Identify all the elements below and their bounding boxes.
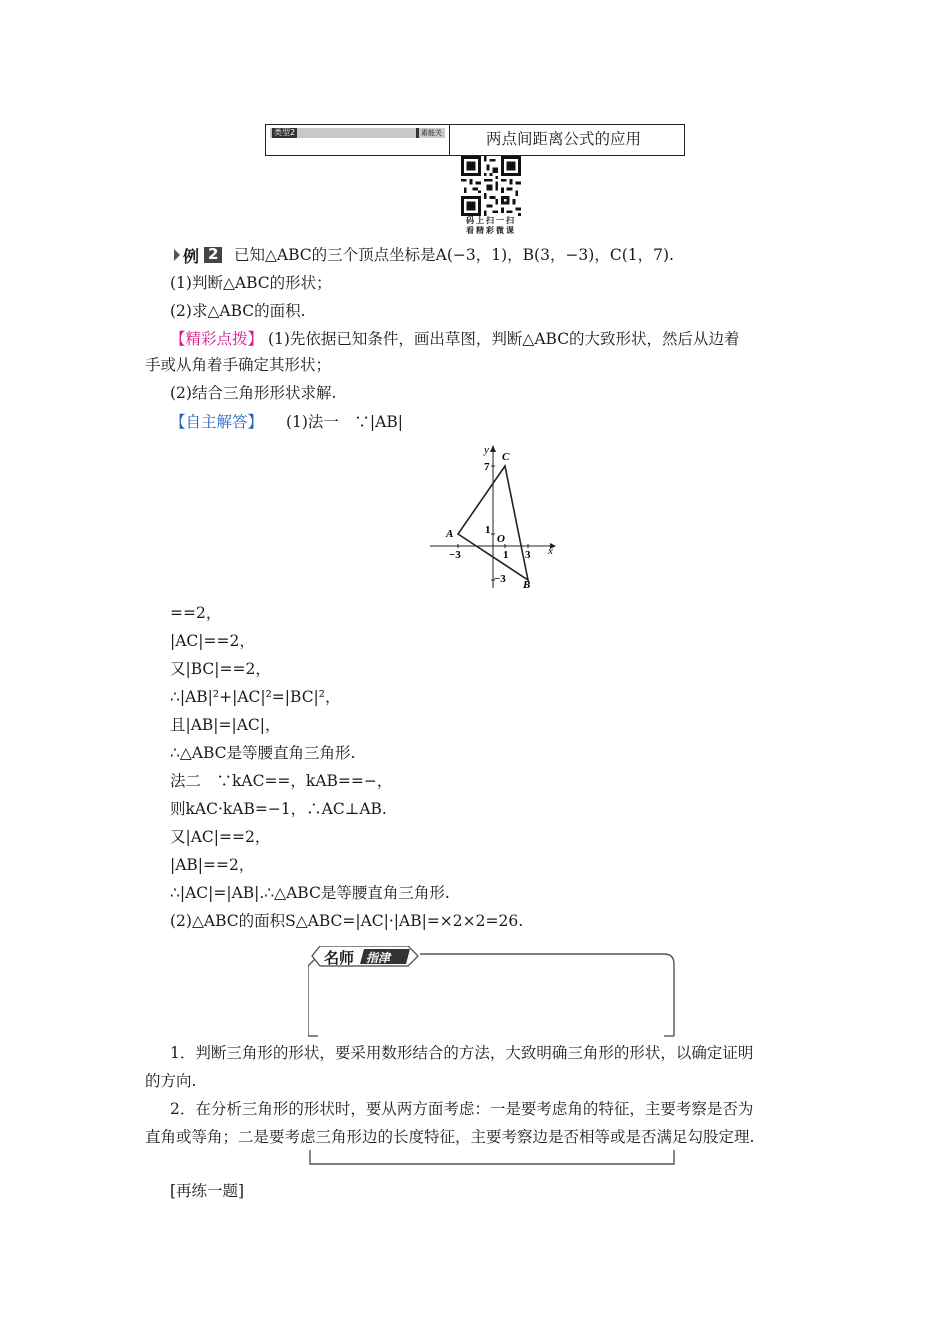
- solution-line-2: |AC|==2，: [170, 632, 255, 650]
- solution-line-4: ∴|AB|²+|AC|²=|BC|²，: [170, 688, 341, 706]
- label-origin: O: [497, 533, 505, 545]
- tip-2-line-2: 直角或等角；二是要考虑三角形边的长度特征，主要考察边是否相等或是否满足勾股定理.: [145, 1128, 755, 1146]
- tip-1-line-1: 1．判断三角形的形状，要采用数形结合的方法，大致明确三角形的形状，以确定证明: [170, 1044, 754, 1062]
- hint-line-3: (2)结合三角形形状求解.: [170, 384, 337, 402]
- tips-frame-bottom: [308, 1150, 676, 1168]
- qr-caption-line1: 码上扫一扫: [466, 216, 516, 225]
- qr-caption-line2: 看精彩微课: [466, 226, 516, 235]
- label-x-3: 3: [525, 549, 531, 561]
- triangle-figure: [422, 440, 562, 590]
- solution-line-1: ==2，: [170, 604, 222, 622]
- solution-line-11: ∴|AC|=|AB|.∴△ABC是等腰直角三角形.: [170, 884, 450, 902]
- label-point-c: C: [502, 451, 510, 463]
- label-y-1: 1: [485, 524, 491, 536]
- tips-title-a: 名师: [324, 949, 355, 967]
- tips-frame: [308, 946, 676, 1038]
- solution-line-9: 又|AC|==2，: [170, 828, 271, 846]
- y-axis-arrow: [490, 445, 496, 452]
- solution-line-7: 法二 ∵kAC==，kAB==−，: [170, 772, 393, 790]
- solution-method-1-start: (1)法一 ∵|AB|: [285, 413, 403, 431]
- solution-line-8: 则kAC·kAB=−1，∴AC⊥AB.: [170, 800, 387, 818]
- section-title: 两点间距离公式的应用: [486, 130, 642, 148]
- label-x-1: 1: [503, 549, 509, 561]
- solution-label: 【自主解答】: [170, 413, 264, 431]
- type-tag: 类型2: [274, 128, 296, 137]
- hint-line-2: 手或从角着手确定其形状；: [145, 356, 332, 374]
- qr-caption: [455, 216, 527, 236]
- section-header-left: [266, 125, 450, 155]
- solution-start: [170, 412, 403, 432]
- hint-block: [170, 329, 740, 349]
- example-tag-label: 例: [183, 247, 200, 266]
- hint-label: 【精彩点拨】: [170, 330, 264, 348]
- label-y: y: [484, 444, 489, 456]
- label-point-a: A: [446, 528, 454, 540]
- tip-2-line-1: 2．在分析三角形的形状时，要从两方面考虑：一是要考虑角的特征，主要考察是否为: [170, 1100, 754, 1118]
- label-x: x: [548, 545, 553, 557]
- solution-line-5: 且|AB|=|AC|，: [170, 716, 281, 734]
- tips-title-b: 指津: [366, 951, 391, 965]
- solution-line-3: 又|BC|==2，: [170, 660, 271, 678]
- section-header: [265, 124, 685, 156]
- solution-line-10: |AB|==2，: [170, 856, 255, 874]
- label-point-b: B: [523, 579, 531, 590]
- example-tag-number: 2: [208, 245, 219, 263]
- example-stem: 已知△ABC的三个顶点坐标是A(−3，1)，B(3，−3)，C(1，7).: [234, 246, 674, 264]
- qr-code-icon[interactable]: [461, 156, 521, 216]
- label-x-neg3: −3: [449, 549, 461, 561]
- hint-line-1: (1)先依据已知条件，画出草图，判断△ABC的大致形状，然后从边着: [267, 330, 740, 348]
- solution-line-6: ∴△ABC是等腰直角三角形.: [170, 744, 356, 762]
- solution-line-12: (2)△ABC的面积S△ABC=|AC|·|AB|=×2×2=26.: [170, 912, 524, 930]
- tip-1-line-2: 的方向.: [145, 1072, 197, 1090]
- label-y-7: 7: [484, 461, 490, 473]
- example-question-2: (2)求△ABC的面积.: [170, 302, 306, 320]
- side-tag: 素能关: [416, 128, 442, 138]
- practice-label: [再练一题]: [170, 1182, 245, 1200]
- example-question-1: (1)判断△ABC的形状；: [170, 274, 332, 292]
- label-y-neg3: −3: [494, 573, 506, 585]
